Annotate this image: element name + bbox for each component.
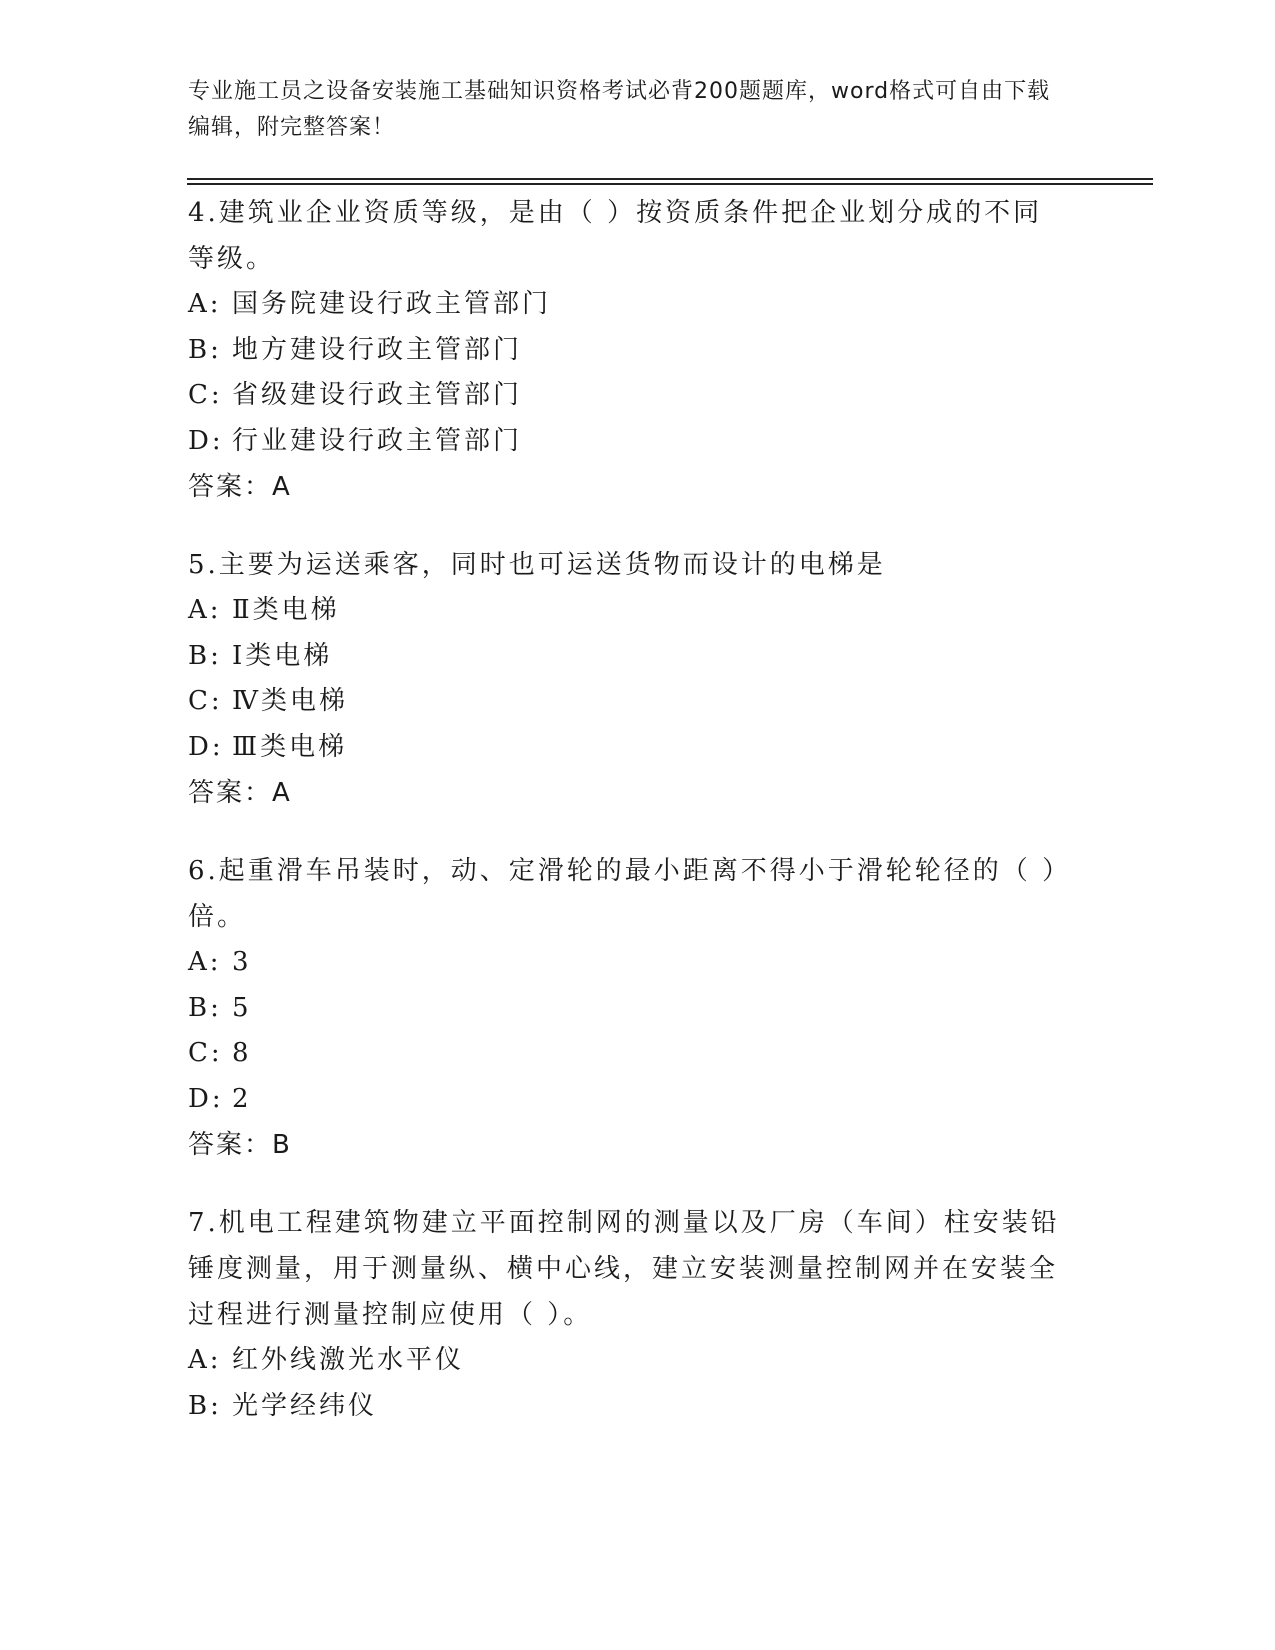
option-b <box>188 1384 1088 1430</box>
option-text: 光学经纬仪 <box>232 1390 378 1421</box>
question-item <box>188 542 1088 816</box>
option-c <box>188 679 1088 725</box>
question-item <box>188 1200 1088 1429</box>
option-key: C: <box>188 686 223 716</box>
question-stem: 6.起重滑车吊装时，动、定滑轮的最小距离不得小于滑轮轮径的（ ）倍。 <box>188 856 1059 932</box>
option-text: 3 <box>232 947 252 977</box>
option-key: D: <box>188 1083 224 1114</box>
option-b <box>188 328 1088 374</box>
option-key: D: <box>188 425 224 456</box>
option-text: 2 <box>232 1083 252 1114</box>
option-key: B: <box>188 1390 222 1421</box>
option-text: 地方建设行政主管部门 <box>232 334 523 365</box>
option-key: A: <box>188 595 222 625</box>
option-b <box>188 634 1088 680</box>
option-d <box>188 725 1088 771</box>
answer-line: 答案：A <box>188 472 292 502</box>
option-key: A: <box>188 947 222 977</box>
option-a <box>188 1338 1088 1384</box>
question-stem: 4.建筑业企业资质等级，是由（ ）按资质条件把企业划分成的不同等级。 <box>188 198 1043 274</box>
option-key: A: <box>188 1345 222 1375</box>
option-text: 8 <box>232 1038 252 1068</box>
option-text: 行业建设行政主管部门 <box>232 425 523 456</box>
option-text: 红外线激光水平仪 <box>232 1345 465 1375</box>
question-item <box>188 190 1088 510</box>
option-c <box>188 373 1088 419</box>
option-a <box>188 588 1088 634</box>
answer-line: 答案：A <box>188 778 292 808</box>
option-key: B: <box>188 334 222 365</box>
option-text: 5 <box>232 992 252 1023</box>
option-key: C: <box>188 380 223 410</box>
option-key: B: <box>188 640 222 671</box>
option-text: Ⅱ类电梯 <box>232 595 340 625</box>
option-text: Ⅳ类电梯 <box>232 686 348 716</box>
option-text: Ⅲ类电梯 <box>232 731 348 762</box>
header-divider <box>187 178 1153 185</box>
option-a <box>188 282 1088 328</box>
option-c <box>188 1031 1088 1077</box>
option-d <box>188 1077 1088 1123</box>
option-key: D: <box>188 731 224 762</box>
question-stem: 7.机电工程建筑物建立平面控制网的测量以及厂房（车间）柱安装铅锤度测量，用于测量纵、横中心线，建立安装测量控制网并在安装全过程进行测量控制应使用（ ）。 <box>188 1208 1060 1330</box>
question-item <box>188 848 1088 1168</box>
option-key: C: <box>188 1038 223 1068</box>
option-a <box>188 940 1088 986</box>
option-key: B: <box>188 992 222 1023</box>
option-text: 省级建设行政主管部门 <box>232 380 523 410</box>
answer-line: 答案：B <box>188 1130 292 1160</box>
document-header-title: 专业施工员之设备安装施工基础知识资格考试必背200题题库，word格式可自由下载编辑，附完整答案！ <box>188 79 1051 140</box>
option-b <box>188 986 1088 1032</box>
option-key: A: <box>188 289 222 319</box>
option-text: 国务院建设行政主管部门 <box>232 289 552 319</box>
option-text: Ⅰ类电梯 <box>232 640 333 671</box>
option-d <box>188 419 1088 465</box>
question-list <box>188 190 1088 1461</box>
question-stem: 5.主要为运送乘客，同时也可运送货物而设计的电梯是 <box>188 550 886 580</box>
